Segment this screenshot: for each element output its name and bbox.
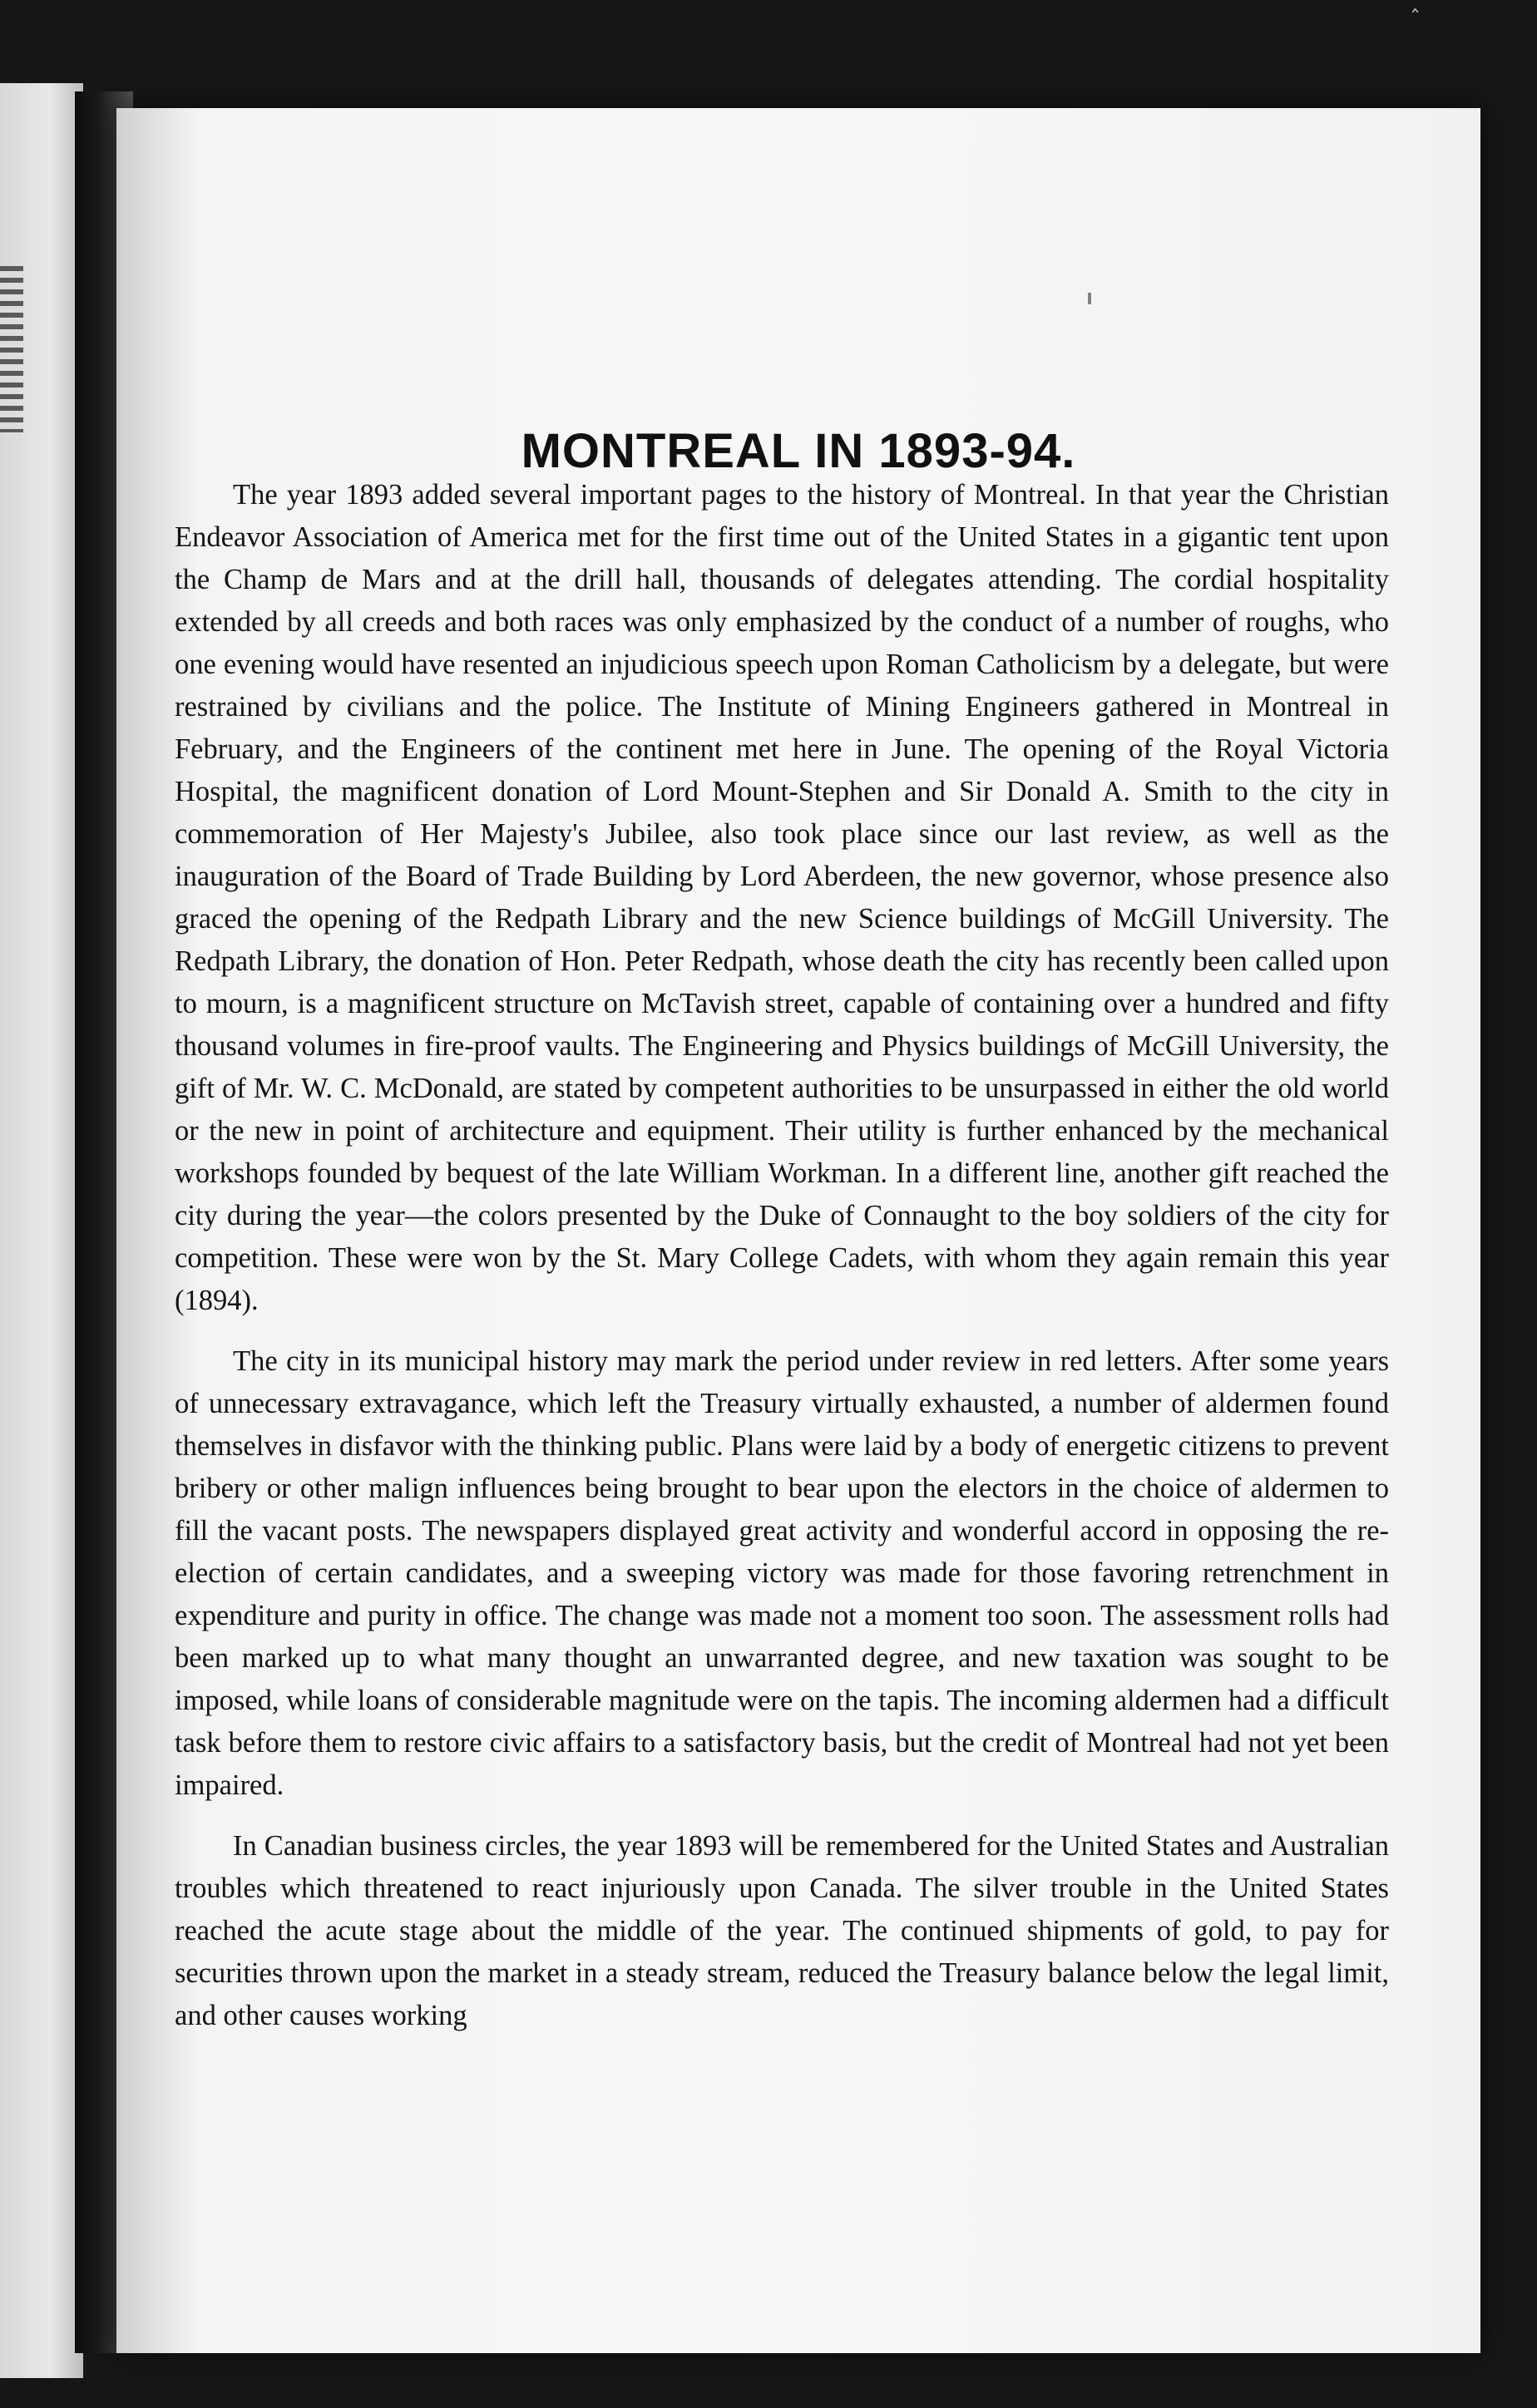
paragraph-1: The year 1893 added several important pages to the history of Montreal. In that year the Christian Endeavor Association of America met for the first time out of the United States in a gigantic tent upon the Champ de Mars and at the drill hall, thousands of delegates attending. The cordial hospitality extended by all creeds and both races was only emphasized by the conduct of a number of roughs, who one evening would have resented an injudicious speech upon Roman Catholicism by a delegate, but were restrained by civilians and the police. The Institute of Mining Engineers gathered in Montreal in February, and the Engineers of the continent met here in June. The opening of the Royal Victoria Hospital, the magnificent donation of Lord Mount-Stephen and Sir Donald A. Smith to the city in commemoration of Her Majesty's Jubilee, also took place since our last review, as well as the inauguration of the Board of Trade Building by Lord Aberdeen, the new governor, whose presence also graced the opening of the Redpath Library and the new Science buildings of McGill University. The Redpath Library, the donation of Hon. Peter Redpath, whose death the city has recently been called upon to mourn, is a magnificent structure on McTavish street, capable of containing over a hundred and fifty thousand volumes in fire-proof vaults. The Engineering and Physics buildings of McGill University, the gift of Mr. W. C. McDonald, are stated by competent authorities to be unsurpassed in either the old world or the new in point of architecture and equipment. Their utility is further enhanced by the mechanical workshops founded by bequest of the late William Workman. In a different line, another gift reached the city during the year—the colors presented by the Duke of Connaught to the boy soldiers of the city for competition. These were won by the St. Mary College Cadets, with whom they again remain this year (1894). bbox=[175, 479, 1389, 1316]
scan-corner-mark: ˆ bbox=[1410, 7, 1421, 32]
page-content bbox=[116, 108, 1480, 2353]
body-text bbox=[175, 474, 1389, 2037]
page-title: MONTREAL IN 1893-94. bbox=[521, 423, 1076, 478]
paragraph-3: In Canadian business circles, the year 1893 will be remembered for the United States and Australian troubles which threatened to react injuriously upon Canada. The silver trouble in the United States reached the acute stage about the middle of the year. The continued shipments of gold, to pay for securities thrown upon the market in a steady stream, reduced the Treasury balance below the legal limit, and other causes working bbox=[175, 1830, 1389, 2031]
paper-speck bbox=[1088, 293, 1091, 304]
facing-page-print-marks bbox=[0, 266, 23, 432]
paragraph-2: The city in its municipal history may mark the period under review in red letters. After some years of unnecessary extravagance, which left the Treasury virtually exhausted, a number of aldermen found themselves in disfavor with the thinking public. Plans were laid by a body of energetic citizens to prevent bribery or other malign influences being brought to bear upon the electors in the choice of aldermen to fill the vacant posts. The newspapers displayed great activity and wonderful accord in opposing the re-election of certain candidates, and a sweeping victory was made for those favoring retrenchment in expenditure and purity in office. The change was made not a moment too soon. The assessment rolls had been marked up to what many thought an unwarranted degree, and new taxation was sought to be imposed, while loans of considerable magnitude were on the tapis. The incoming aldermen had a difficult task before them to restore civic affairs to a satisfactory basis, but the credit of Montreal had not yet been impaired. bbox=[175, 1345, 1389, 1801]
book-page bbox=[116, 108, 1480, 2353]
